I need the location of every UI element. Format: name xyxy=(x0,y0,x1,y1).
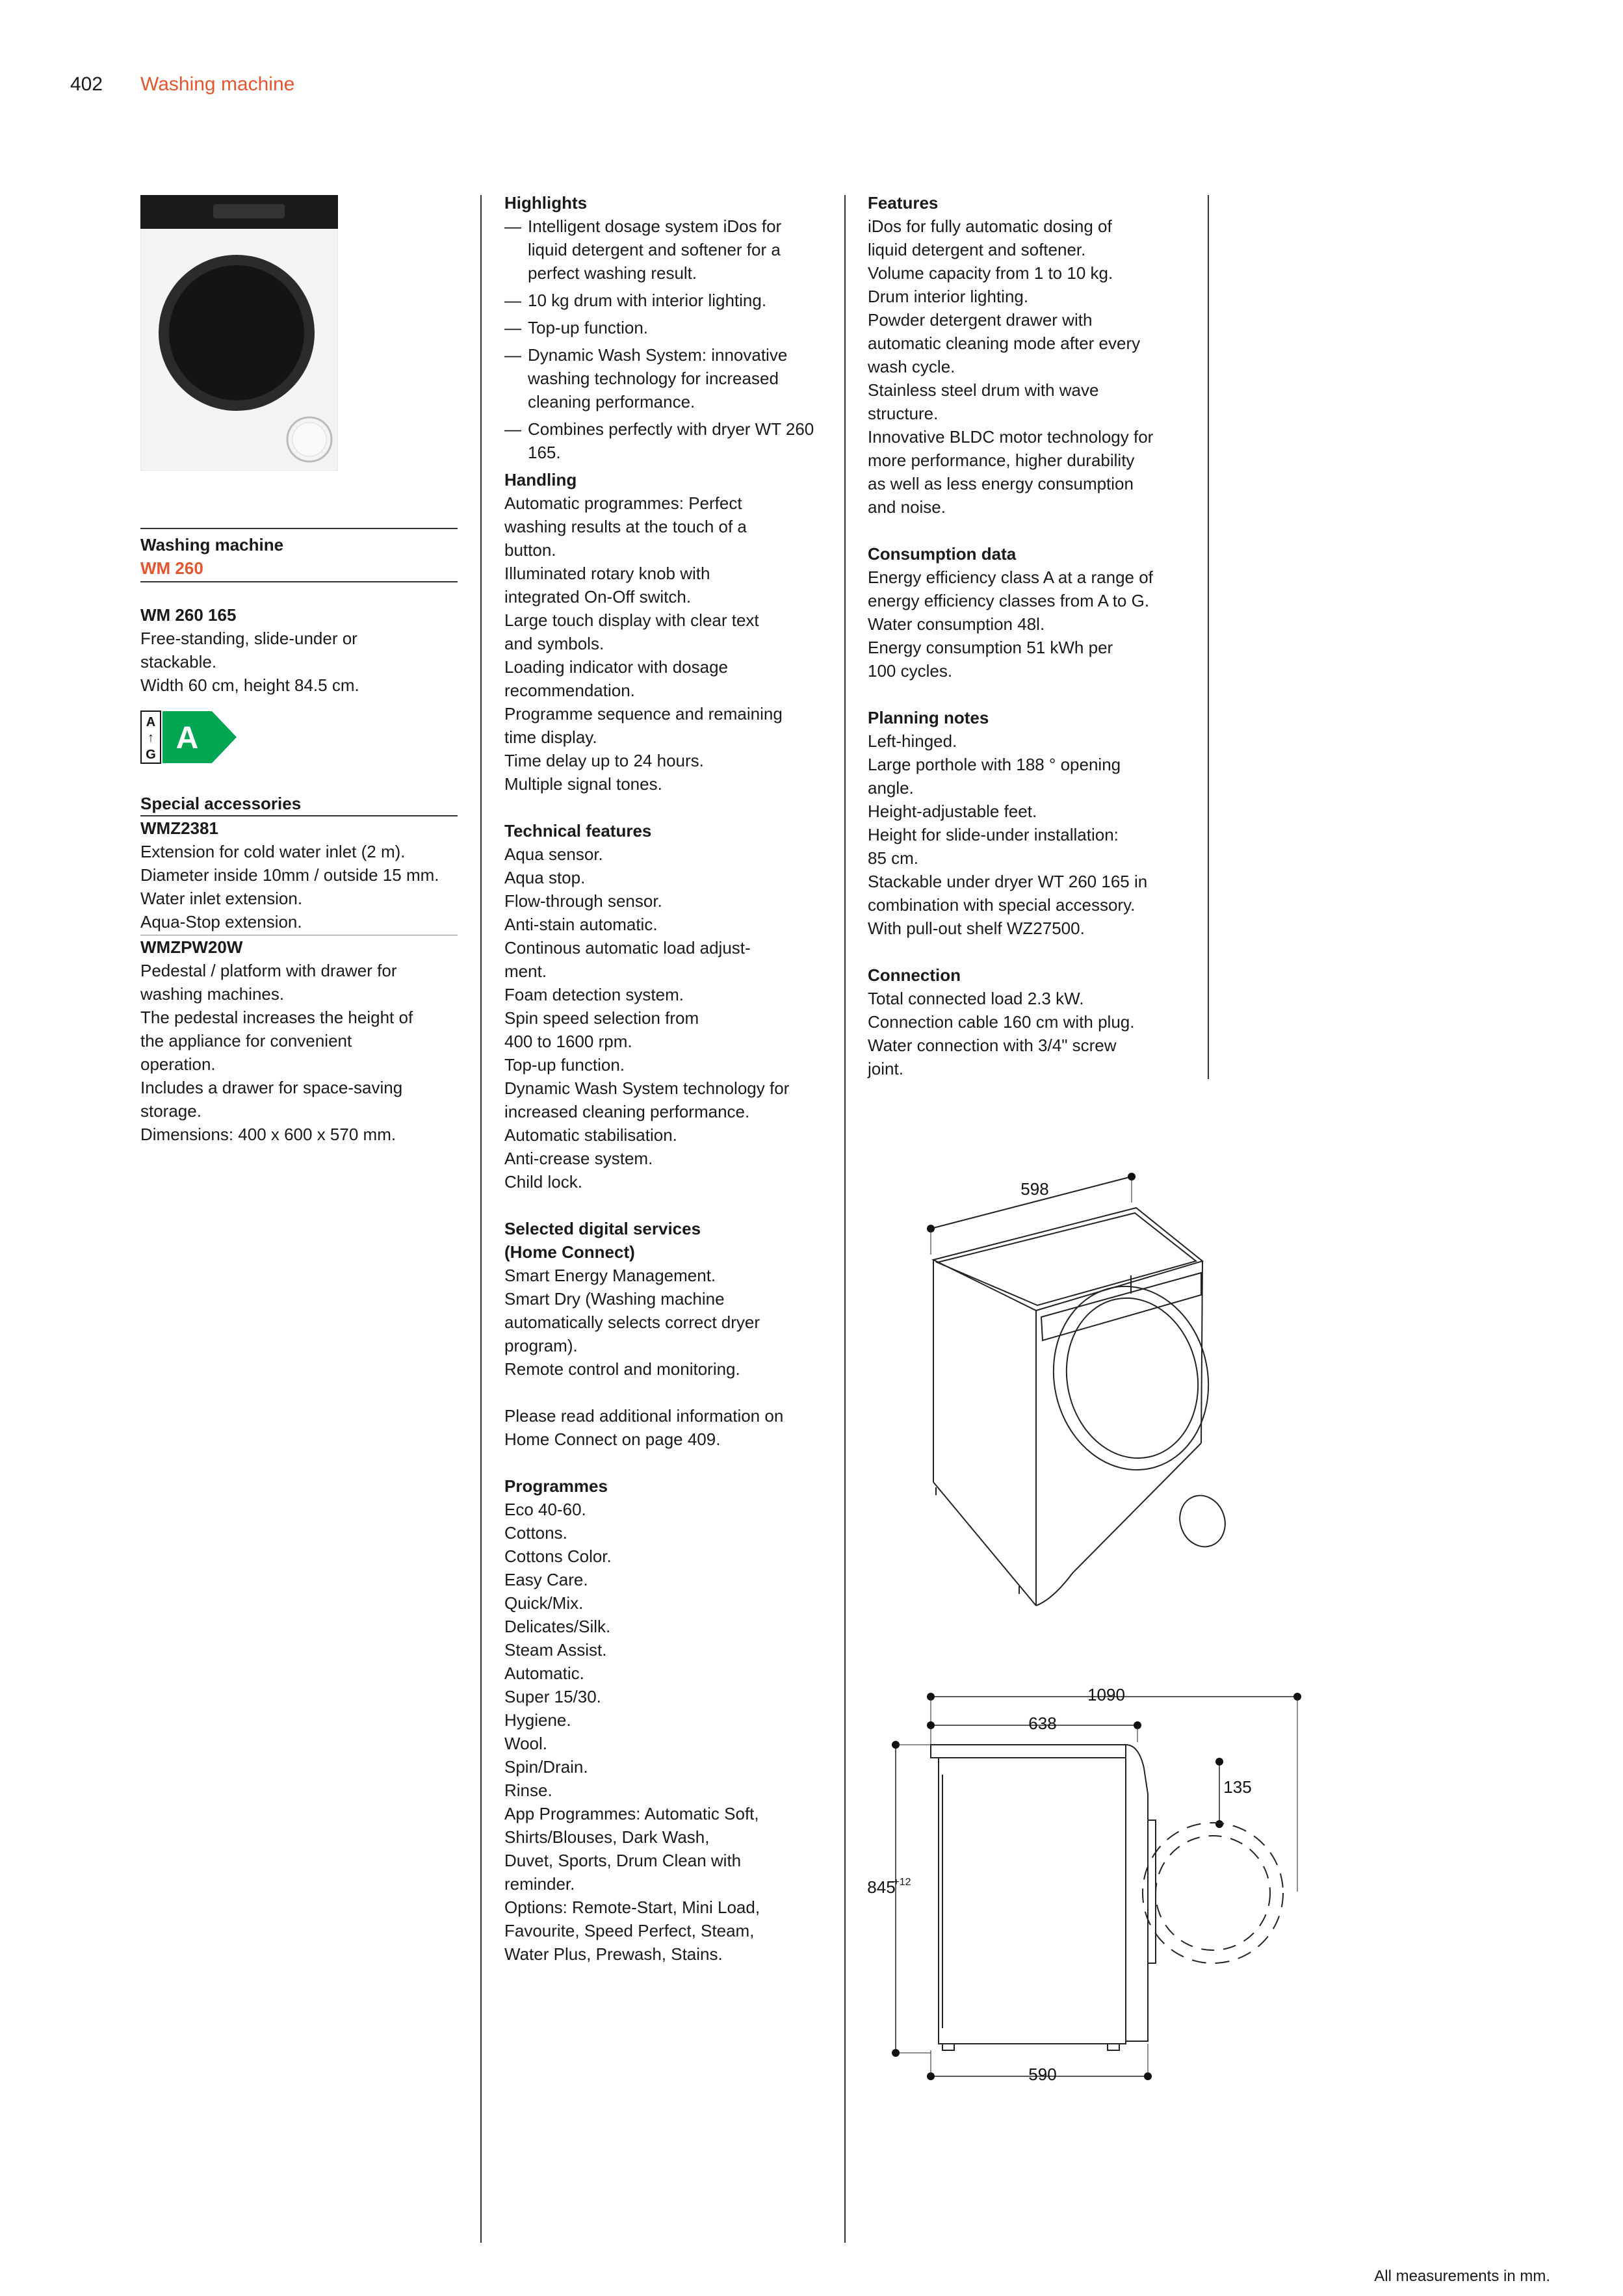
accessory-line: storage. xyxy=(140,1101,201,1121)
text-line: Time delay up to 24 hours. xyxy=(504,751,704,770)
text-line: iDos for fully automatic dosing of xyxy=(868,216,1112,236)
text-line: Automatic programmes: Perfect xyxy=(504,493,742,513)
text-line: button. xyxy=(504,540,556,560)
text-line: Innovative BLDC motor technology for xyxy=(868,427,1154,447)
product-desc-line: stackable. xyxy=(140,652,217,672)
text-line: wash cycle. xyxy=(868,357,955,376)
text-line: Duvet, Sports, Drum Clean with xyxy=(504,1851,742,1870)
text-line: Loading indicator with dosage xyxy=(504,657,729,677)
digital-text xyxy=(504,1264,823,1381)
text-line: Height for slide-under installation: xyxy=(868,825,1119,844)
text-line: ment. xyxy=(504,961,547,981)
footer-note: All measurements in mm. xyxy=(1374,2267,1550,2285)
section-title: Washing machine xyxy=(140,73,295,95)
list-item: — Dynamic Wash System: innovative washing technology for increased cleaning performance. xyxy=(504,343,823,413)
text-line: Rinse. xyxy=(504,1781,552,1800)
technical-text xyxy=(504,842,823,1194)
programmes-title: Programmes xyxy=(504,1476,608,1496)
text-line: Dynamic Wash System technology for xyxy=(504,1078,790,1098)
list-item: — Combines perfectly with dryer WT 260 165. xyxy=(504,417,823,464)
text-line: more performance, higher durability xyxy=(868,450,1135,470)
highlights-list xyxy=(504,215,823,464)
text-line: Powder detergent drawer with xyxy=(868,310,1093,330)
text-line: as well as less energy consumption xyxy=(868,474,1134,493)
product-model: WM 260 165 xyxy=(140,605,237,625)
text-line: angle. xyxy=(868,778,914,798)
dim-height-tolerance: +12 xyxy=(893,1877,911,1888)
text-line: energy efficiency classes from A to G. xyxy=(868,591,1150,610)
handling-title: Handling xyxy=(504,470,577,489)
dim-width-top: 598 xyxy=(1020,1179,1049,1199)
column-2 xyxy=(504,191,823,1966)
text-line: Large porthole with 188 ° opening xyxy=(868,755,1121,774)
text-line: Smart Dry (Washing machine xyxy=(504,1289,725,1309)
text-line: App Programmes: Automatic Soft, xyxy=(504,1804,759,1823)
accessory-code: WMZ2381 xyxy=(140,818,218,838)
highlights-title: Highlights xyxy=(504,193,588,213)
text-line: With pull-out shelf WZ27500. xyxy=(868,919,1085,938)
text-line: Delicates/Silk. xyxy=(504,1617,611,1636)
accessory-line: Diameter inside 10mm / outside 15 mm. xyxy=(140,865,439,885)
text-line: Easy Care. xyxy=(504,1570,588,1589)
text-line: Remote control and monitoring. xyxy=(504,1359,740,1379)
page-number: 402 xyxy=(70,73,103,95)
accessories xyxy=(140,792,458,1146)
text-line: washing results at the touch of a xyxy=(504,517,747,536)
accessory-code: WMZPW20W xyxy=(140,937,243,957)
consumption-text xyxy=(868,566,1193,683)
accessory-line: Water inlet extension. xyxy=(140,889,303,908)
text-line: Wool. xyxy=(504,1734,547,1753)
text-line: Eco 40-60. xyxy=(504,1500,586,1519)
accessory-line: Aqua-Stop extension. xyxy=(140,912,302,932)
accessory-line: The pedestal increases the height of xyxy=(140,1008,413,1027)
text-line: Water Plus, Prewash, Stains. xyxy=(504,1944,723,1964)
text-line: 100 cycles. xyxy=(868,661,953,681)
product-desc-line: Width 60 cm, height 84.5 cm. xyxy=(140,675,359,695)
accessory-line: Dimensions: 400 x 600 x 570 mm. xyxy=(140,1125,396,1144)
text-line: and symbols. xyxy=(504,634,604,653)
text-line: Stackable under dryer WT 260 165 in xyxy=(868,872,1148,891)
text-line: Cottons. xyxy=(504,1523,567,1543)
programmes-text xyxy=(504,1498,823,1966)
text-line: Connection cable 160 cm with plug. xyxy=(868,1012,1135,1032)
side-view-drawing xyxy=(858,1677,1326,2106)
column-3 xyxy=(868,191,1193,1080)
text-line: Energy efficiency class A at a range of xyxy=(868,567,1153,587)
column-divider-2 xyxy=(844,195,846,2243)
text-line: Multiple signal tones. xyxy=(504,774,662,794)
arrow-up-icon: ↑ xyxy=(148,731,154,745)
planning-text xyxy=(868,729,1193,940)
text-line: Water consumption 48l. xyxy=(868,614,1045,634)
accessory-line: Extension for cold water inlet (2 m). xyxy=(140,842,406,861)
text-line: Cottons Color. xyxy=(504,1546,612,1566)
accessory-line: the appliance for convenient xyxy=(140,1031,352,1050)
text-line: Spin/Drain. xyxy=(504,1757,588,1777)
text-line: Shirts/Blouses, Dark Wash, xyxy=(504,1827,710,1847)
text-line: Anti-crease system. xyxy=(504,1149,653,1168)
text-line: liquid detergent and softener. xyxy=(868,240,1086,259)
text-line: 400 to 1600 rpm. xyxy=(504,1032,632,1051)
energy-label xyxy=(140,711,238,765)
text-line: Large touch display with clear text xyxy=(504,610,759,630)
features-title: Features xyxy=(868,193,939,213)
dim-depth-body: 638 xyxy=(1028,1714,1057,1733)
isometric-drawing xyxy=(858,1157,1274,1625)
text-line: Water connection with 3/4" screw xyxy=(868,1036,1117,1055)
dim-height: 845 xyxy=(867,1877,896,1897)
text-line: Volume capacity from 1 to 10 kg. xyxy=(868,263,1113,283)
text-line: Automatic stabilisation. xyxy=(504,1125,677,1145)
text-line: structure. xyxy=(868,404,939,423)
text-line: integrated On-Off switch. xyxy=(504,587,692,607)
digital-title: Selected digital services xyxy=(504,1219,701,1238)
product-desc-line: Free-standing, slide-under or xyxy=(140,629,357,648)
product-series: WM 260 xyxy=(140,558,203,578)
text-line: Aqua stop. xyxy=(504,868,586,887)
column-divider-3 xyxy=(1208,195,1209,1079)
energy-class: A xyxy=(175,721,199,755)
text-line: Steam Assist. xyxy=(504,1640,607,1660)
technical-title: Technical features xyxy=(504,821,652,841)
text-line: Hygiene. xyxy=(504,1710,571,1730)
text-line: Favourite, Speed Perfect, Steam, xyxy=(504,1921,755,1940)
text-line: Top-up function. xyxy=(504,1055,625,1075)
text-line: reminder. xyxy=(504,1874,575,1894)
text-line: Total connected load 2.3 kW. xyxy=(868,989,1084,1008)
connection-text xyxy=(868,987,1193,1080)
features-text xyxy=(868,215,1193,519)
text-line: Stainless steel drum with wave xyxy=(868,380,1099,400)
column-1 xyxy=(140,528,458,697)
product-category: Washing machine xyxy=(140,535,284,554)
text-line: automatic cleaning mode after every xyxy=(868,333,1141,353)
column-divider-1 xyxy=(480,195,482,2243)
text-line: time display. xyxy=(504,727,597,747)
text-line: Anti-stain automatic. xyxy=(504,915,658,934)
text-line: Quick/Mix. xyxy=(504,1593,584,1613)
text-line: Continous automatic load adjust- xyxy=(504,938,751,958)
accessory-line: operation. xyxy=(140,1054,216,1074)
connection-title: Connection xyxy=(868,965,961,985)
text-line: program). xyxy=(504,1336,578,1355)
energy-scale-top: A xyxy=(146,715,156,729)
list-item: — Intelligent dosage system iDos for liquid detergent and softener for a perfect washing result. xyxy=(504,215,823,285)
text-line: automatically selects correct dryer xyxy=(504,1312,760,1332)
text-line: Programme sequence and remaining xyxy=(504,704,783,724)
washing-machine-photo xyxy=(140,195,338,471)
accessories-title: Special accessories xyxy=(140,794,302,813)
accessory-line: Pedestal / platform with drawer for xyxy=(140,961,397,980)
home-connect-note xyxy=(504,1404,823,1451)
text-line: combination with special accessory. xyxy=(868,895,1136,915)
text-line: Foam detection system. xyxy=(504,985,684,1004)
planning-title: Planning notes xyxy=(868,708,989,727)
text-line: recommendation. xyxy=(504,681,635,700)
text-line: Flow-through sensor. xyxy=(504,891,662,911)
text-line: Smart Energy Management. xyxy=(504,1266,716,1285)
text-line: increased cleaning performance. xyxy=(504,1102,750,1121)
text-line: Options: Remote-Start, Mini Load, xyxy=(504,1898,760,1917)
handling-text xyxy=(504,491,823,796)
text-line: Spin speed selection from xyxy=(504,1008,699,1028)
energy-scale-bottom: G xyxy=(146,748,156,762)
list-item: — Top-up function. xyxy=(504,316,823,339)
digital-subtitle: (Home Connect) xyxy=(504,1242,635,1262)
accessory-line: Includes a drawer for space-saving xyxy=(140,1078,403,1097)
dim-depth-base: 590 xyxy=(1028,2065,1057,2084)
text-line: Child lock. xyxy=(504,1172,582,1192)
text-line: and noise. xyxy=(868,497,946,517)
text-line: Please read additional information on xyxy=(504,1406,784,1426)
dim-depth-total: 1090 xyxy=(1087,1685,1125,1704)
text-line: Drum interior lighting. xyxy=(868,287,1029,306)
dim-door-offset: 135 xyxy=(1223,1777,1252,1797)
text-line: Super 15/30. xyxy=(504,1687,601,1706)
text-line: Height-adjustable feet. xyxy=(868,802,1037,821)
text-line: Aqua sensor. xyxy=(504,844,603,864)
text-line: Home Connect on page 409. xyxy=(504,1429,721,1449)
text-line: Energy consumption 51 kWh per xyxy=(868,638,1113,657)
text-line: joint. xyxy=(868,1059,903,1078)
accessory-line: washing machines. xyxy=(140,984,285,1004)
text-line: Automatic. xyxy=(504,1663,584,1683)
list-item: — 10 kg drum with interior lighting. xyxy=(504,289,823,312)
text-line: 85 cm. xyxy=(868,848,919,868)
text-line: Illuminated rotary knob with xyxy=(504,564,710,583)
text-line: Left-hinged. xyxy=(868,731,957,751)
consumption-title: Consumption data xyxy=(868,544,1017,564)
